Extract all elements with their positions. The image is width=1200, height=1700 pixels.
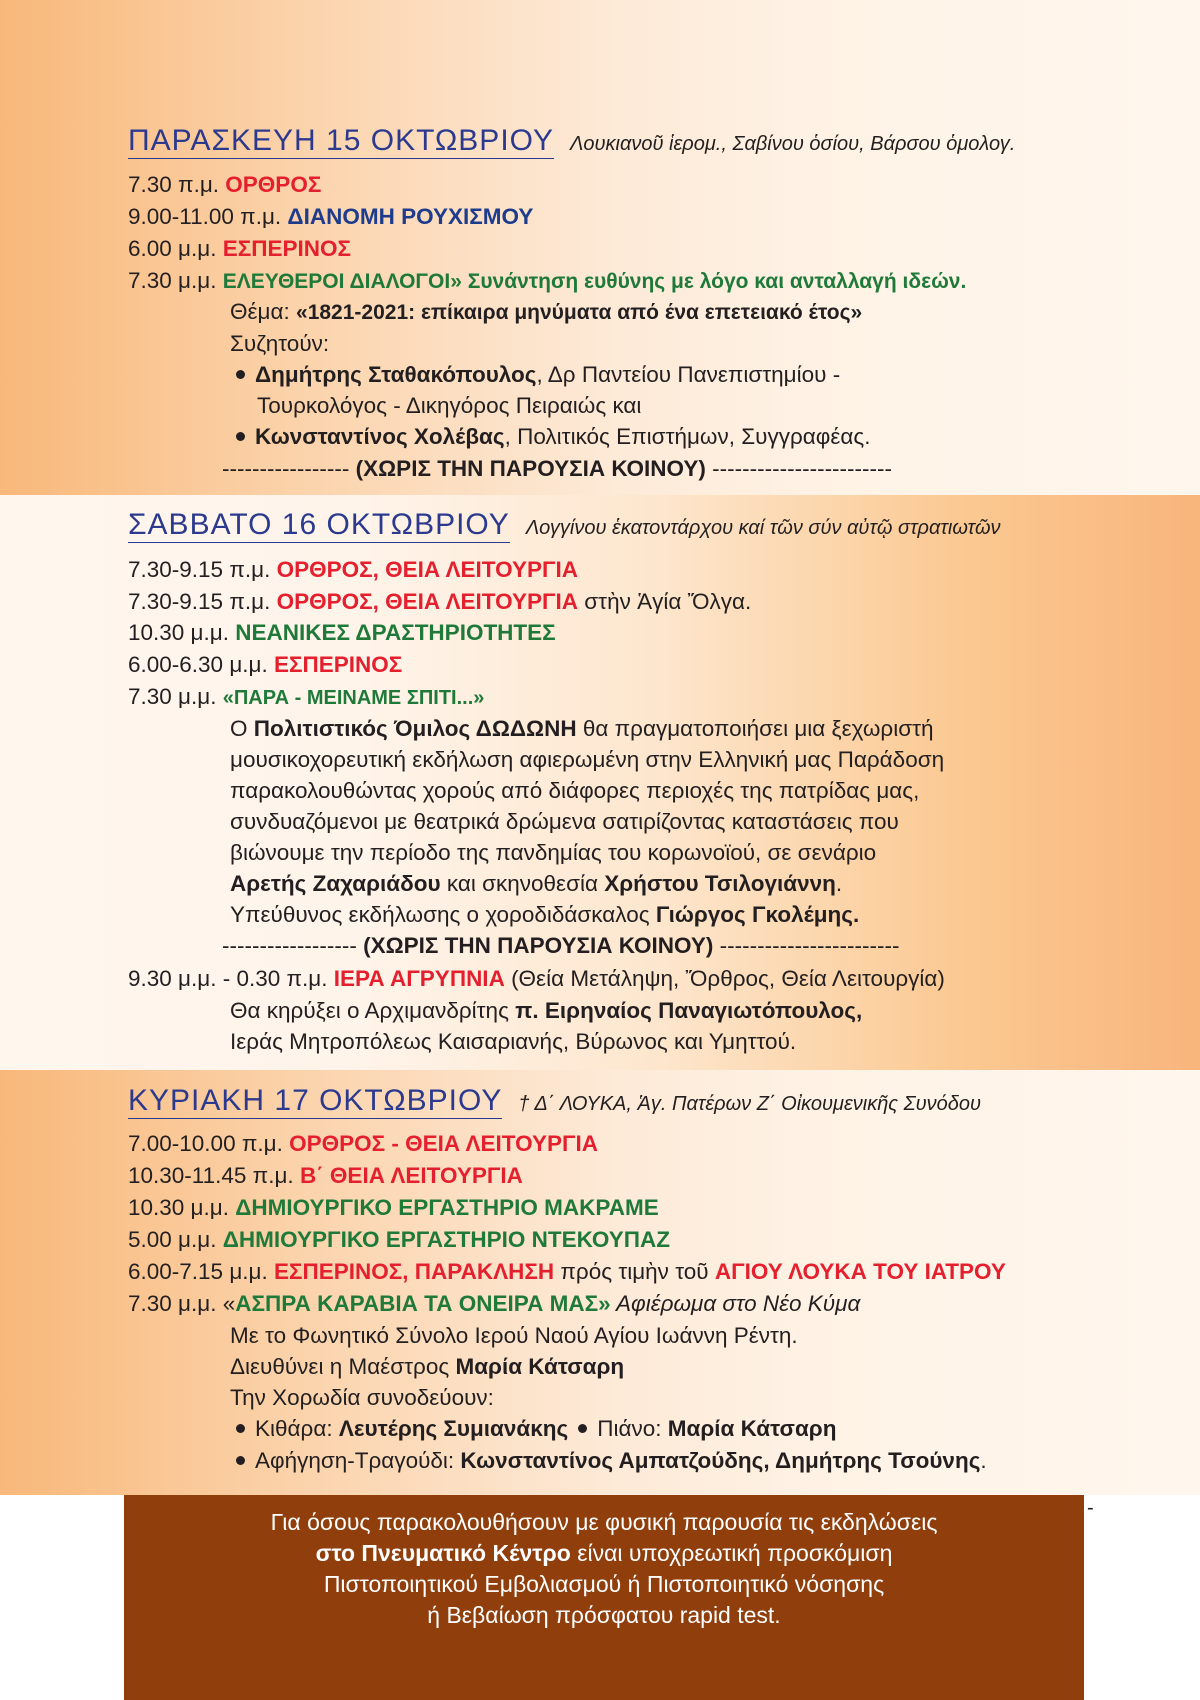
day-title: ΠΑΡΑΣΚΕΥΗ 15 ΟΚΤΩΒΡΙΟΥ [128, 124, 555, 157]
text-line: Υπεύθυνος εκδήλωσης ο χοροδιδάσκαλος Γιώργος Γκολέμης. [230, 902, 860, 927]
health-requirements-notice [124, 1495, 1084, 1700]
accompanist-item: Αφήγηση-Τραγούδι: Κωνσταντίνος Αμπατζούδης, Δημήτρης Τσούνης. [236, 1448, 987, 1474]
saturday-header [128, 508, 1001, 542]
notice-line: στο Πνευματικό Κέντρο είναι υποχρεωτική προσκόμιση [315, 1540, 893, 1566]
bullet-icon [578, 1424, 587, 1433]
schedule-line: 7.00-10.00 π.μ. ΟΡΘΡΟΣ - ΘΕΙΑ ΛΕΙΤΟΥΡΓΙΑ [128, 1131, 599, 1156]
notice-line: Για όσους παρακολουθήσουν με φυσική παρουσία τις εκδηλώσεις [270, 1509, 938, 1535]
saint-of-day: Λουκιανοῦ ἱερομ., Σαβίνου ὁσίου, Βάρσου ὁμολογ. [570, 133, 1016, 155]
bullet-icon [236, 370, 245, 379]
schedule-line: 10.30 μ.μ. ΝΕΑΝΙΚΕΣ ΔΡΑΣΤΗΡΙΟΤΗΤΕΣ [128, 620, 556, 645]
saint-of-day: † Δ΄ ΛΟΥΚΑ, Ἁγ. Πατέρων Ζ΄ Οἰκουμενικῆς Συνόδου [518, 1093, 981, 1115]
schedule-line: 5.00 μ.μ. ΔΗΜΙΟΥΡΓΙΚΟ ΕΡΓΑΣΤΗΡΙΟ ΝΤΕΚΟΥΠΑΖ [128, 1227, 670, 1252]
text-line: Ιεράς Μητροπόλεως Καισαριανής, Βύρωνος και Υμηττού. [230, 1029, 797, 1054]
text-line: Θα κηρύξει ο Αρχιμανδρίτης π. Ειρηναίος Παναγιωτόπουλος, [230, 998, 863, 1023]
day-title: ΣΑΒΒΑΤΟ 16 ΟΚΤΩΒΡΙΟΥ [128, 508, 510, 541]
schedule-line: 10.30 μ.μ. ΔΗΜΙΟΥΡΓΙΚΟ ΕΡΓΑΣΤΗΡΙΟ ΜΑΚΡΑΜΕ [128, 1195, 659, 1220]
text-line: Αρετής Ζαχαριάδου και σκηνοθεσία Χρήστου Τσιλογιάννη. [230, 871, 843, 896]
speaker-item: Δημήτρης Σταθακόπουλος, Δρ Παντείου Πανεπιστημίου - [236, 362, 840, 388]
text-line: βιώνουμε την περίοδο της πανδημίας του κορωνοϊού, σε σενάριο [230, 840, 877, 865]
text-line: συνδυαζόμενοι με θεατρικά δρώμενα σατιρίζοντας καταστάσεις που [230, 809, 899, 834]
text-line: Ο Πολιτιστικός Όμιλος ΔΩΔΩΝΗ θα πραγματοποιήσει μια ξεχωριστή [230, 716, 934, 741]
saint-of-day: Λογγίνου ἑκατοντάρχου καί τῶν σύν αὐτῷ στρατιωτῶν [525, 517, 1001, 539]
accompanist-item: Κιθάρα: Λευτέρης Συμιανάκης Πιάνο: Μαρία Κάτσαρη [236, 1416, 836, 1442]
schedule-line: 7.30 π.μ. ΟΡΘΡΟΣ [128, 172, 322, 197]
bullet-icon [236, 1456, 245, 1465]
schedule-line: 10.30-11.45 π.μ. Β΄ ΘΕΙΑ ΛΕΙΤΟΥΡΓΙΑ [128, 1163, 523, 1188]
schedule-line: 6.00-7.15 μ.μ. ΕΣΠΕΡΙΝΟΣ, ΠΑΡΑΚΛΗΣΗ πρός τιμὴν τοῦ ΑΓΙΟΥ ΛΟΥΚΑ ΤΟΥ ΙΑΤΡΟΥ [128, 1259, 1006, 1284]
notice-line: ή Βεβαίωση πρόσφατου rapid test. [427, 1602, 781, 1628]
speaker-item: Κωνσταντίνος Χολέβας, Πολιτικός Επιστήμων, Συγγραφέας. [236, 424, 871, 450]
schedule-line: 9.00-11.00 π.μ. ΔΙΑΝΟΜΗ ΡΟΥΧΙΣΜΟΥ [128, 204, 534, 229]
topic-line: Θέμα: «1821-2021: επίκαιρα μηνύματα από ένα επετειακό έτος» [230, 299, 863, 324]
text-line: Με το Φωνητικό Σύνολο Ιερού Ναού Αγίου Ιωάννη Ρέντη. [230, 1323, 798, 1348]
bullet-icon [236, 432, 245, 441]
sunday-header [128, 1084, 981, 1118]
schedule-line: 7.30-9.15 π.μ. ΟΡΘΡΟΣ, ΘΕΙΑ ΛΕΙΤΟΥΡΓΙΑ στὴν Ἁγία Ὄλγα. [128, 589, 752, 614]
schedule-line: 7.30 μ.μ. «ΠΑΡΑ - ΜΕΙΝΑΜΕ ΣΠΙΤΙ...» [128, 684, 485, 709]
text-line: παρακολουθώντας χορούς από διάφορες περιοχές της πατρίδας μας, [230, 778, 920, 803]
day-title: ΚΥΡΙΑΚΗ 17 ΟΚΤΩΒΡΙΟΥ [128, 1084, 503, 1117]
notice-line: Πιστοποιητικού Εμβολιασμού ή Πιστοποιητικό νόσησης [323, 1571, 885, 1597]
no-audience-note: ------------------ (ΧΩΡΙΣ ΤΗΝ ΠΑΡΟΥΣΙΑ ΚΟΙΝΟΥ) ------------------------ [222, 933, 900, 958]
text-line: Διευθύνει η Μαέστρος Μαρία Κάτσαρη [230, 1354, 625, 1379]
schedule-line: 7.30 μ.μ. «ΑΣΠΡΑ ΚΑΡΑΒΙΑ ΤΑ ΟΝΕΙΡΑ ΜΑΣ» Αφιέρωμα στο Νέο Κύμα [128, 1291, 861, 1316]
friday-header [128, 124, 1015, 158]
schedule-line: 7.30 μ.μ. ΕΛΕΥΘΕΡΟΙ ΔΙΑΛΟΓΟΙ» Συνάντηση ευθύνης με λόγο και ανταλλαγή ιδεών. [128, 268, 967, 293]
schedule-line: 9.30 μ.μ. - 0.30 π.μ. ΙΕΡΑ ΑΓΡΥΠΝΙΑ (Θεία Μετάληψη, Ὄρθρος, Θεία Λειτουργία) [128, 966, 945, 991]
text-line: μουσικοχορευτική εκδήλωση αφιερωμένη στην Ελληνική μας Παράδοση [230, 747, 945, 772]
text-line: Τουρκολόγος - Δικηγόρος Πειραιώς και [257, 393, 642, 418]
schedule-line: 6.00 μ.μ. ΕΣΠΕΡΙΝΟΣ [128, 236, 352, 261]
no-audience-note: ----------------- (ΧΩΡΙΣ ΤΗΝ ΠΑΡΟΥΣΙΑ ΚΟΙΝΟΥ) ------------------------ [222, 456, 892, 481]
text-line: Την Χορωδία συνοδεύουν: [230, 1385, 494, 1410]
schedule-line: 7.30-9.15 π.μ. ΟΡΘΡΟΣ, ΘΕΙΑ ΛΕΙΤΟΥΡΓΙΑ [128, 557, 579, 582]
margin-dash: - [1087, 1497, 1094, 1519]
schedule-line: 6.00-6.30 μ.μ. ΕΣΠΕΡΙΝΟΣ [128, 652, 403, 677]
text-line: Συζητούν: [230, 331, 330, 356]
bullet-icon [236, 1424, 245, 1433]
